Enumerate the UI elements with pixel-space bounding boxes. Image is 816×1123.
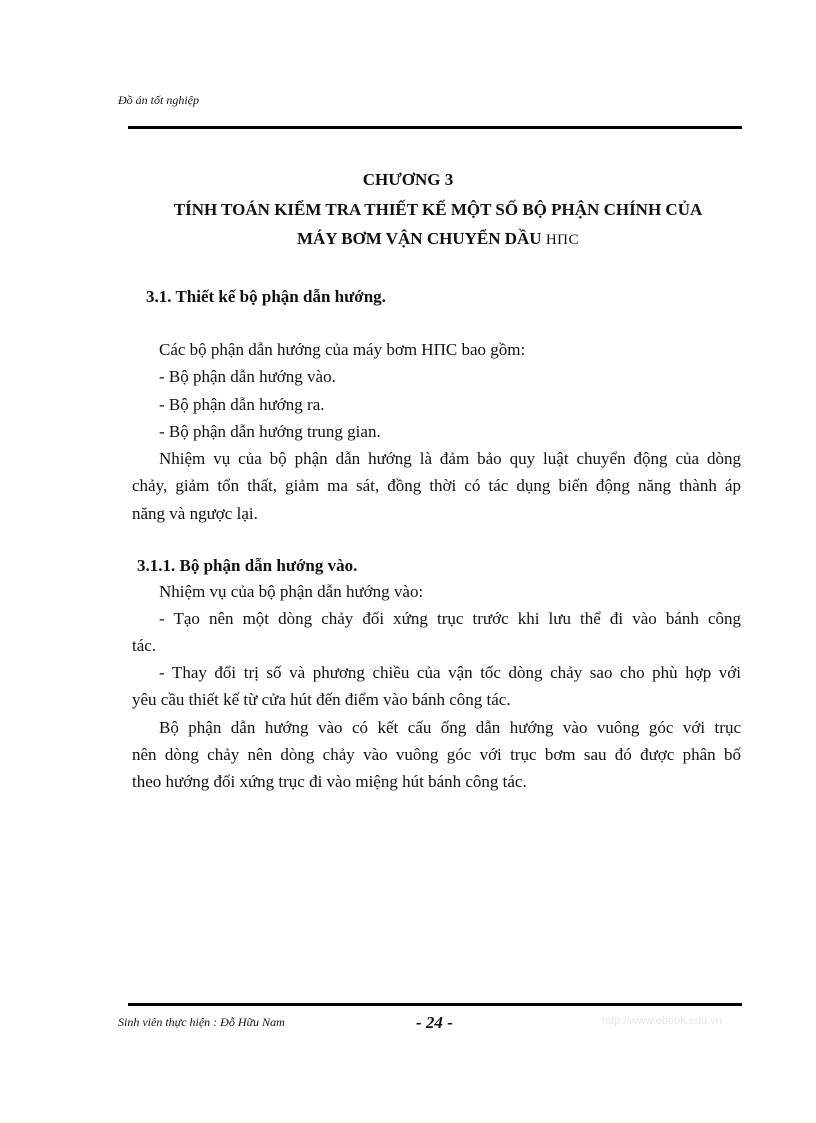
paragraph-line: - Tạo nên một dòng chảy đối xứng trục trước khi lưu thể đi vào bánh công: [159, 609, 741, 628]
paragraph-line: Nhiệm vụ của bộ phận dẫn hướng là đảm bảo quy luật chuyển động của dòng: [159, 449, 741, 468]
list-item: - Bộ phận dẫn hướng ra.: [159, 395, 325, 414]
section-intro: Nhiệm vụ của bộ phận dẫn hướng vào:: [159, 582, 424, 601]
chapter-title-suffix: НПС: [545, 232, 580, 248]
list-item: - Bộ phận dẫn hướng vào.: [159, 367, 336, 386]
paragraph-line: yêu cầu thiết kế từ cửa hút đến điểm vào bánh công tác.: [132, 690, 511, 709]
footer-student: Sinh viên thực hiện : Đỗ Hữu Nam: [118, 1015, 285, 1029]
chapter-title-line2-text: MÁY BƠM VẬN CHUYỂN DẦU: [296, 229, 542, 248]
section-intro: Các bộ phận dẫn hướng của máy bơm НПС bao gồm:: [159, 340, 526, 359]
list-item: - Bộ phận dẫn hướng trung gian.: [159, 422, 381, 441]
page-number: - 24 -: [416, 1013, 453, 1032]
section-heading-3-1-1: 3.1.1. Bộ phận dẫn hướng vào.: [137, 556, 358, 575]
header-rule: [128, 126, 742, 129]
running-header: Đồ án tốt nghiệp: [118, 93, 199, 107]
section-heading-3-1: 3.1. Thiết kế bộ phận dẫn hướng.: [146, 287, 386, 306]
paragraph-line: Bộ phận dẫn hướng vào có kết cấu ống dẫn hướng vào vuông góc với trục: [159, 718, 741, 737]
chapter-title-line1: TÍNH TOÁN KIỂM TRA THIẾT KẾ MỘT SỐ BỘ PHẬN CHÍNH CỦA: [173, 200, 703, 219]
paragraph-line: - Thay đổi trị số và phương chiều của vận tốc dòng chảy sao cho phù hợp với: [159, 663, 741, 682]
chapter-label: CHƯƠNG 3: [362, 170, 454, 189]
paragraph-line: nên dòng chảy nên dòng chảy vào vuông góc với trục bơm sau đó được phân bố: [132, 745, 741, 764]
paragraph-line: theo hướng đối xứng trục đi vào miệng hút bánh công tác.: [132, 772, 527, 791]
paragraph-line: tác.: [132, 636, 157, 655]
paragraph-line: năng và ngược lại.: [132, 504, 258, 523]
footer-watermark-url: http://www.ebook.edu.vn: [602, 1015, 722, 1027]
paragraph-line: chảy, giảm tổn thất, giảm ma sát, đồng thời có tác dụng biến động năng thành áp: [132, 476, 741, 495]
chapter-title-line2: [138, 229, 738, 249]
footer-rule: [128, 1003, 742, 1006]
